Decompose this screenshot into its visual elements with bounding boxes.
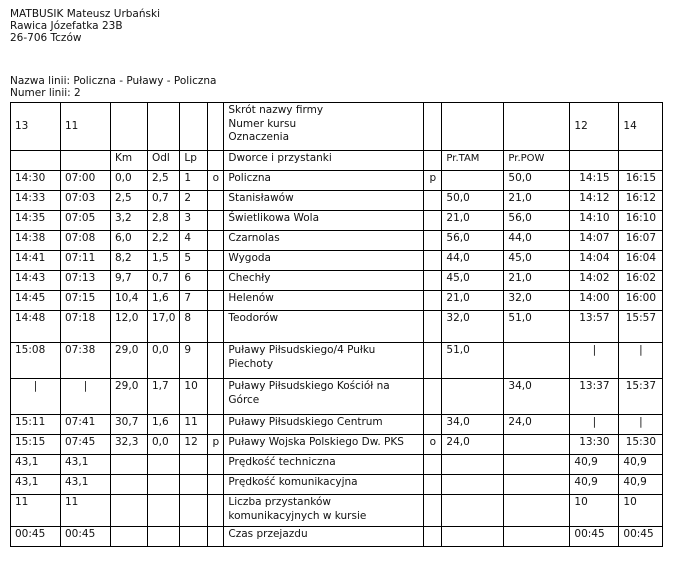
time-b: 07:38 <box>61 343 111 379</box>
table-header-columns-row <box>11 151 663 171</box>
pr-tam: 56,0 <box>442 231 504 251</box>
mark-a <box>208 231 224 251</box>
mark-b: p <box>424 171 442 191</box>
time-b: 07:00 <box>61 171 111 191</box>
time-c: 13:30 <box>570 435 619 455</box>
time-c: 14:15 <box>570 171 619 191</box>
km: 10,4 <box>111 291 148 311</box>
pr-tam <box>442 171 504 191</box>
mark-a: p <box>208 435 224 455</box>
time-a: | <box>11 379 61 415</box>
pr-tam: 50,0 <box>442 191 504 211</box>
mark-a <box>208 271 224 291</box>
mark-a: o <box>208 171 224 191</box>
col-stops: Dworce i przystanki <box>224 151 424 171</box>
pr-tam: 21,0 <box>442 211 504 231</box>
summary-label: Prędkość techniczna <box>224 455 424 475</box>
pr-pow: 56,0 <box>504 211 570 231</box>
pr-tam: 45,0 <box>442 271 504 291</box>
mark-b <box>424 271 442 291</box>
table-row <box>11 251 663 271</box>
summary-b: 43,1 <box>61 455 111 475</box>
stop-name: Chechły <box>224 271 424 291</box>
summary-d: 10 <box>619 495 663 527</box>
time-c: 14:12 <box>570 191 619 211</box>
table-row <box>11 291 663 311</box>
stop-name: Puławy Wojska Polskiego Dw. PKS <box>224 435 424 455</box>
lp: 9 <box>180 343 208 379</box>
odl: 0,0 <box>148 343 180 379</box>
summary-a: 11 <box>11 495 61 527</box>
time-d: 15:30 <box>619 435 663 455</box>
stop-name: Puławy Piłsudskiego Centrum <box>224 415 424 435</box>
time-b: 07:15 <box>61 291 111 311</box>
time-a: 14:30 <box>11 171 61 191</box>
time-d: 16:07 <box>619 231 663 251</box>
time-a: 14:35 <box>11 211 61 231</box>
col-odl: Odl <box>148 151 180 171</box>
time-b: 07:18 <box>61 311 111 343</box>
odl: 2,2 <box>148 231 180 251</box>
time-a: 15:08 <box>11 343 61 379</box>
pr-pow <box>504 343 570 379</box>
markings-label: Oznaczenia <box>228 131 290 143</box>
time-d: 16:15 <box>619 171 663 191</box>
table-row <box>11 211 663 231</box>
time-b: 07:05 <box>61 211 111 231</box>
pr-tam: 44,0 <box>442 251 504 271</box>
table-row <box>11 171 663 191</box>
odl: 17,0 <box>148 311 180 343</box>
time-d: 15:37 <box>619 379 663 415</box>
time-b: 07:45 <box>61 435 111 455</box>
km: 9,7 <box>111 271 148 291</box>
time-a: 14:38 <box>11 231 61 251</box>
km: 30,7 <box>111 415 148 435</box>
time-c: 14:07 <box>570 231 619 251</box>
pr-pow: 44,0 <box>504 231 570 251</box>
summary-c: 10 <box>570 495 619 527</box>
odl: 1,6 <box>148 291 180 311</box>
summary-label: Liczba przystanków komunikacyjnych w kursie <box>224 495 424 527</box>
time-a: 14:48 <box>11 311 61 343</box>
line-name: Nazwa linii: Policzna - Puławy - Policzna <box>10 75 217 87</box>
mark-b <box>424 379 442 415</box>
course-left-b: 11 <box>61 103 111 151</box>
km: 3,2 <box>111 211 148 231</box>
time-a: 15:11 <box>11 415 61 435</box>
km: 6,0 <box>111 231 148 251</box>
summary-d: 00:45 <box>619 527 663 547</box>
col-prtam: Pr.TAM <box>442 151 504 171</box>
lp: 10 <box>180 379 208 415</box>
km: 12,0 <box>111 311 148 343</box>
mark-a <box>208 311 224 343</box>
pr-pow: 45,0 <box>504 251 570 271</box>
summary-row <box>11 475 663 495</box>
km: 0,0 <box>111 171 148 191</box>
mark-b <box>424 415 442 435</box>
summary-label: Czas przejazdu <box>224 527 424 547</box>
col-km: Km <box>111 151 148 171</box>
company-name: MATBUSIK Mateusz Urbański <box>10 8 160 20</box>
time-d: 16:02 <box>619 271 663 291</box>
km: 32,3 <box>111 435 148 455</box>
mark-b <box>424 343 442 379</box>
stop-name: Puławy Piłsudskiego/4 Pułku Piechoty <box>224 343 424 379</box>
odl: 2,8 <box>148 211 180 231</box>
table-row <box>11 271 663 291</box>
mark-a <box>208 251 224 271</box>
odl: 1,6 <box>148 415 180 435</box>
summary-row <box>11 495 663 527</box>
time-b: | <box>61 379 111 415</box>
pr-tam: 32,0 <box>442 311 504 343</box>
odl: 0,0 <box>148 435 180 455</box>
pr-tam: 34,0 <box>442 415 504 435</box>
time-c: 14:10 <box>570 211 619 231</box>
time-b: 07:03 <box>61 191 111 211</box>
mark-a <box>208 211 224 231</box>
mark-b <box>424 231 442 251</box>
time-d: 16:12 <box>619 191 663 211</box>
pr-pow <box>504 435 570 455</box>
stop-name: Wygoda <box>224 251 424 271</box>
table-row <box>11 435 663 455</box>
time-c: 13:37 <box>570 379 619 415</box>
lp: 4 <box>180 231 208 251</box>
course-number-label: Numer kursu <box>228 117 297 130</box>
summary-c: 40,9 <box>570 475 619 495</box>
time-d: 16:00 <box>619 291 663 311</box>
time-a: 14:43 <box>11 271 61 291</box>
time-a: 15:15 <box>11 435 61 455</box>
pr-tam: 24,0 <box>442 435 504 455</box>
mark-a <box>208 291 224 311</box>
lp: 5 <box>180 251 208 271</box>
mark-a <box>208 415 224 435</box>
time-b: 07:13 <box>61 271 111 291</box>
table-row <box>11 343 663 379</box>
pr-pow: 24,0 <box>504 415 570 435</box>
summary-d: 40,9 <box>619 455 663 475</box>
stop-name: Czarnolas <box>224 231 424 251</box>
mark-b <box>424 311 442 343</box>
summary-a: 43,1 <box>11 475 61 495</box>
odl: 1,5 <box>148 251 180 271</box>
pr-pow: 21,0 <box>504 191 570 211</box>
odl: 0,7 <box>148 271 180 291</box>
time-b: 07:11 <box>61 251 111 271</box>
stop-name: Policzna <box>224 171 424 191</box>
pr-pow: 50,0 <box>504 171 570 191</box>
lp: 2 <box>180 191 208 211</box>
pr-tam: 21,0 <box>442 291 504 311</box>
lp: 6 <box>180 271 208 291</box>
time-d: 16:04 <box>619 251 663 271</box>
odl: 2,5 <box>148 171 180 191</box>
stop-name: Puławy Piłsudskiego Kościół na Górce <box>224 379 424 415</box>
pr-tam <box>442 379 504 415</box>
summary-d: 40,9 <box>619 475 663 495</box>
km: 29,0 <box>111 343 148 379</box>
firm-info <box>224 103 424 151</box>
stop-name: Świetlikowa Wola <box>224 211 424 231</box>
lp: 8 <box>180 311 208 343</box>
stop-name: Stanisławów <box>224 191 424 211</box>
stop-name: Helenów <box>224 291 424 311</box>
time-b: 07:08 <box>61 231 111 251</box>
col-lp: Lp <box>180 151 208 171</box>
time-d: | <box>619 343 663 379</box>
stop-name: Teodorów <box>224 311 424 343</box>
summary-a: 00:45 <box>11 527 61 547</box>
time-d: 15:57 <box>619 311 663 343</box>
mark-b <box>424 291 442 311</box>
mark-b <box>424 251 442 271</box>
km: 8,2 <box>111 251 148 271</box>
mark-a <box>208 343 224 379</box>
lp: 3 <box>180 211 208 231</box>
mark-b: o <box>424 435 442 455</box>
time-c: 13:57 <box>570 311 619 343</box>
time-d: | <box>619 415 663 435</box>
pr-pow: 51,0 <box>504 311 570 343</box>
summary-label: Prędkość komunikacyjna <box>224 475 424 495</box>
table-row <box>11 415 663 435</box>
time-c: 14:00 <box>570 291 619 311</box>
pr-tam: 51,0 <box>442 343 504 379</box>
summary-b: 11 <box>61 495 111 527</box>
table-row <box>11 231 663 251</box>
summary-a: 43,1 <box>11 455 61 475</box>
km: 29,0 <box>111 379 148 415</box>
time-a: 14:41 <box>11 251 61 271</box>
summary-row <box>11 527 663 547</box>
col-prpow: Pr.POW <box>504 151 570 171</box>
summary-b: 43,1 <box>61 475 111 495</box>
lp: 1 <box>180 171 208 191</box>
timetable <box>10 102 663 547</box>
odl: 1,7 <box>148 379 180 415</box>
time-c: 14:04 <box>570 251 619 271</box>
pr-pow: 21,0 <box>504 271 570 291</box>
time-a: 14:33 <box>11 191 61 211</box>
time-c: | <box>570 343 619 379</box>
mark-b <box>424 211 442 231</box>
mark-a <box>208 191 224 211</box>
lp: 11 <box>180 415 208 435</box>
time-d: 16:10 <box>619 211 663 231</box>
time-c: | <box>570 415 619 435</box>
mark-b <box>424 191 442 211</box>
company-street: Rawica Józefatka 23B <box>10 20 123 32</box>
pr-pow: 34,0 <box>504 379 570 415</box>
company-city: 26-706 Tczów <box>10 32 82 44</box>
course-left-a: 13 <box>11 103 61 151</box>
mark-a <box>208 379 224 415</box>
table-row <box>11 379 663 415</box>
time-a: 14:45 <box>11 291 61 311</box>
table-row <box>11 311 663 343</box>
course-right-b: 14 <box>619 103 663 151</box>
lp: 7 <box>180 291 208 311</box>
pr-pow: 32,0 <box>504 291 570 311</box>
firm-short-name-label: Skrót nazwy firmy <box>228 104 324 116</box>
summary-c: 00:45 <box>570 527 619 547</box>
summary-c: 40,9 <box>570 455 619 475</box>
time-b: 07:41 <box>61 415 111 435</box>
odl: 0,7 <box>148 191 180 211</box>
summary-b: 00:45 <box>61 527 111 547</box>
km: 2,5 <box>111 191 148 211</box>
line-number: Numer linii: 2 <box>10 87 81 99</box>
summary-row <box>11 455 663 475</box>
time-c: 14:02 <box>570 271 619 291</box>
course-right-a: 12 <box>570 103 619 151</box>
table-header-course-row <box>11 103 663 151</box>
table-row <box>11 191 663 211</box>
lp: 12 <box>180 435 208 455</box>
